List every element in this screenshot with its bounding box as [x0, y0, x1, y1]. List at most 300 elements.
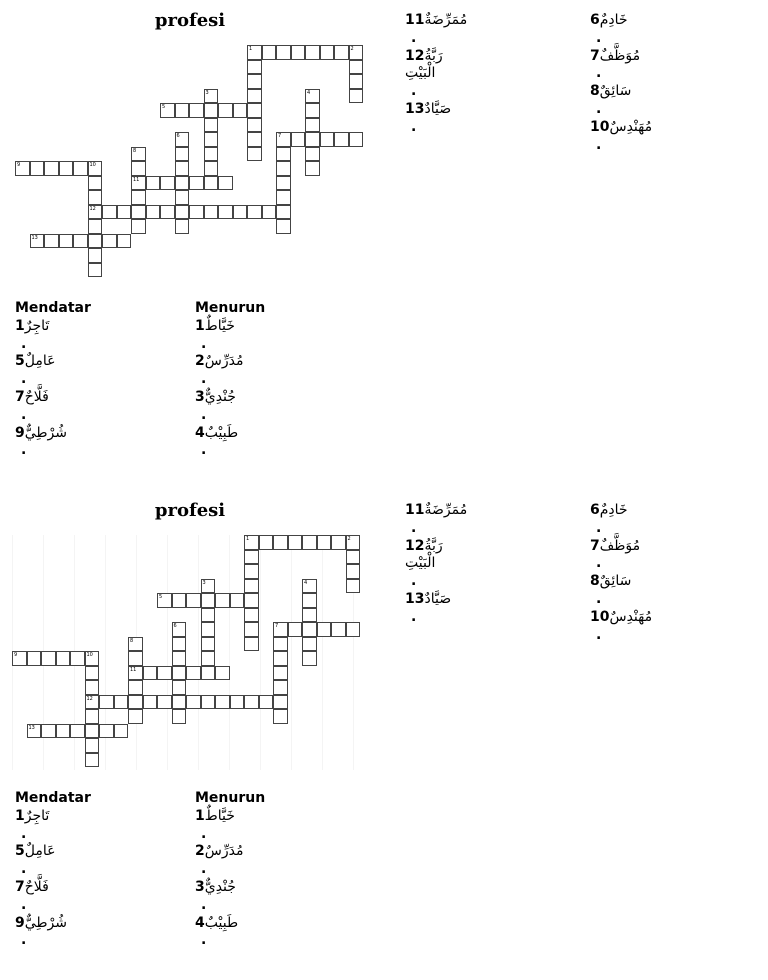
grid-cell[interactable] — [186, 666, 201, 681]
clue-item — [405, 101, 455, 137]
grid-cell[interactable] — [230, 593, 245, 608]
down-heading: Menurun — [195, 790, 266, 806]
grid-cell[interactable] — [175, 161, 190, 176]
grid-cell[interactable] — [88, 176, 103, 191]
grid-cell[interactable] — [88, 234, 103, 249]
grid-cell[interactable] — [160, 176, 175, 191]
grid-cell[interactable] — [331, 535, 346, 550]
across-clues — [15, 300, 91, 460]
cell-number: 6 — [176, 133, 180, 139]
clue-dot: . — [596, 626, 602, 643]
grid-cell[interactable] — [114, 724, 129, 739]
grid-cell[interactable] — [201, 593, 216, 608]
clue-item — [195, 318, 245, 354]
clue-dot: . — [411, 29, 417, 46]
grid-cell[interactable] — [99, 695, 114, 710]
crossword-grid — [12, 535, 367, 770]
grid-cell[interactable] — [146, 176, 161, 191]
grid-cell[interactable] — [305, 147, 320, 162]
grid-cell[interactable] — [218, 103, 233, 118]
clue-number: 7 — [590, 47, 600, 64]
clue-number: 10 — [590, 118, 610, 135]
grid-cell[interactable] — [160, 205, 175, 220]
clue-word: تَاجِرٌ — [24, 317, 50, 334]
grid-cell[interactable] — [247, 132, 262, 147]
grid-cell[interactable] — [143, 666, 158, 681]
cell-number: 9 — [14, 652, 18, 658]
clue-word: سَائِقٌ — [599, 573, 632, 590]
grid-cell[interactable] — [273, 666, 288, 681]
grid-cell[interactable] — [30, 161, 45, 176]
clue-column-b — [590, 502, 653, 644]
grid-cell[interactable] — [131, 219, 146, 234]
grid-cell[interactable] — [143, 695, 158, 710]
clue-item — [15, 353, 65, 389]
grid-cell[interactable] — [305, 161, 320, 176]
clue-item — [15, 318, 65, 354]
clue-dot: . — [596, 65, 602, 82]
clue-item — [15, 424, 68, 461]
grid-cell[interactable] — [56, 724, 71, 739]
clue-number: 6 — [590, 12, 600, 28]
grid-cell[interactable] — [218, 176, 233, 191]
grid-cell[interactable] — [273, 535, 288, 550]
grid-cell[interactable] — [41, 724, 56, 739]
grid-cell[interactable] — [157, 695, 172, 710]
clue-word: سَائِقٌ — [599, 83, 632, 100]
grid-cell[interactable] — [302, 622, 317, 637]
grid-cell[interactable] — [175, 103, 190, 118]
clue-word: مُمَرِّضَةٌ — [424, 502, 468, 518]
grid-cell[interactable] — [317, 535, 332, 550]
clue-item — [15, 843, 65, 879]
grid-cell[interactable] — [291, 132, 306, 147]
grid-cell[interactable] — [128, 666, 143, 681]
grid-cell[interactable] — [244, 564, 259, 579]
cell-number: 5 — [159, 594, 163, 600]
clue-number: 9 — [15, 424, 25, 441]
grid-cell[interactable] — [85, 738, 100, 753]
grid-cell[interactable] — [247, 147, 262, 162]
grid-cell[interactable] — [204, 161, 219, 176]
grid-cell[interactable] — [117, 205, 132, 220]
clue-item — [590, 608, 653, 645]
grid-cell[interactable] — [131, 205, 146, 220]
grid-cell[interactable] — [172, 680, 187, 695]
grid-cell[interactable] — [186, 695, 201, 710]
grid-cell[interactable] — [204, 132, 219, 147]
grid-cell[interactable] — [247, 60, 262, 75]
grid-cell[interactable] — [102, 234, 117, 249]
grid-cell[interactable] — [204, 147, 219, 162]
grid-cell[interactable] — [201, 695, 216, 710]
clue-number: 11 — [405, 12, 425, 28]
grid-cell[interactable] — [172, 695, 187, 710]
grid-cell[interactable] — [172, 637, 187, 652]
clue-column-a — [405, 502, 468, 627]
grid-cell[interactable] — [85, 666, 100, 681]
grid-cell[interactable] — [334, 45, 349, 60]
clue-dot: . — [411, 83, 417, 100]
grid-cell[interactable] — [131, 147, 146, 162]
clue-item — [405, 591, 455, 627]
grid-cell[interactable] — [172, 622, 187, 637]
clue-word: مُهَنْدِسٌ — [609, 608, 653, 625]
clue-word: شُرْطِيٌّ — [24, 424, 68, 441]
clue-number: 13 — [405, 590, 425, 607]
grid-cell[interactable] — [189, 103, 204, 118]
clue-word: رَبَّةُ الْبَيْتِ — [405, 47, 443, 82]
grid-cell[interactable] — [244, 637, 259, 652]
clue-dot: . — [411, 573, 417, 590]
clue-item — [195, 425, 245, 461]
grid-cell[interactable] — [273, 680, 288, 695]
clue-number: 11 — [405, 502, 425, 518]
clue-item — [590, 573, 640, 609]
grid-cell[interactable] — [146, 205, 161, 220]
clue-word: خَيَّاطٌ — [204, 317, 235, 334]
grid-cell[interactable] — [172, 651, 187, 666]
grid-cell[interactable] — [201, 666, 216, 681]
grid-cell[interactable] — [88, 205, 103, 220]
grid-cell[interactable] — [175, 176, 190, 191]
clue-dot: . — [201, 932, 207, 949]
grid-cell[interactable] — [291, 45, 306, 60]
grid-cell[interactable] — [128, 651, 143, 666]
grid-cell[interactable] — [273, 709, 288, 724]
grid-cell[interactable] — [85, 651, 100, 666]
grid-cell[interactable] — [349, 45, 364, 60]
grid-cell[interactable] — [334, 132, 349, 147]
clue-item — [590, 48, 640, 84]
grid-cell[interactable] — [302, 608, 317, 623]
grid-cell[interactable] — [131, 190, 146, 205]
clue-word: مُهَنْدِسٌ — [609, 118, 653, 135]
clue-word: خَادِمٌ — [599, 12, 628, 28]
grid-cell[interactable] — [230, 695, 245, 710]
across-heading: Mendatar — [15, 790, 91, 806]
grid-cell[interactable] — [201, 622, 216, 637]
grid-cell[interactable] — [201, 608, 216, 623]
grid-cell[interactable] — [88, 161, 103, 176]
grid-cell[interactable] — [247, 118, 262, 133]
grid-cell[interactable] — [15, 161, 30, 176]
grid-cell[interactable] — [27, 651, 42, 666]
clue-item — [195, 879, 245, 915]
clue-dot: . — [21, 406, 27, 423]
grid-cell[interactable] — [259, 695, 274, 710]
clue-word: رَبَّةُ الْبَيْتِ — [405, 537, 443, 572]
grid-cell[interactable] — [172, 593, 187, 608]
grid-cell[interactable] — [204, 89, 219, 104]
grid-cell[interactable] — [85, 680, 100, 695]
clue-word: فَلَّاحٌ — [24, 388, 49, 405]
grid-cell[interactable] — [244, 579, 259, 594]
clue-item — [590, 538, 640, 574]
grid-cell[interactable] — [99, 724, 114, 739]
grid-cell[interactable] — [317, 622, 332, 637]
grid-cell[interactable] — [302, 579, 317, 594]
cell-number: 5 — [162, 104, 166, 110]
clue-word: عَامِلٌ — [24, 843, 56, 860]
grid-cell[interactable] — [102, 205, 117, 220]
clue-number: 12 — [405, 47, 425, 64]
clue-item — [590, 502, 640, 538]
grid-cell[interactable] — [12, 651, 27, 666]
cell-number: 3 — [205, 89, 209, 96]
grid-cell[interactable] — [204, 118, 219, 133]
down-clues — [195, 300, 266, 460]
crossword-grid — [15, 45, 370, 280]
clue-number: 2 — [195, 843, 205, 860]
cell-number: 2 — [350, 46, 354, 52]
clue-item — [15, 879, 65, 915]
grid-cell[interactable] — [233, 103, 248, 118]
clue-word: مُدَرِّسٌ — [204, 353, 244, 370]
grid-cell[interactable] — [88, 248, 103, 263]
grid-cell[interactable] — [331, 622, 346, 637]
grid-cell[interactable] — [346, 550, 361, 565]
grid-cell[interactable] — [215, 593, 230, 608]
grid-cell[interactable] — [201, 579, 216, 594]
clue-dot: . — [21, 861, 27, 878]
grid-cell[interactable] — [218, 205, 233, 220]
clue-dot: . — [21, 896, 27, 913]
grid-cell[interactable] — [73, 161, 88, 176]
grid-cell[interactable] — [276, 205, 291, 220]
grid-cell[interactable] — [273, 695, 288, 710]
clue-number: 2 — [195, 353, 205, 370]
grid-cell[interactable] — [215, 695, 230, 710]
clue-word: مُوَظَّفٌ — [599, 537, 641, 554]
grid-cell[interactable] — [128, 680, 143, 695]
clue-item — [15, 808, 65, 844]
grid-cell[interactable] — [349, 60, 364, 75]
grid-cell[interactable] — [172, 666, 187, 681]
grid-cell[interactable] — [276, 147, 291, 162]
clue-item — [195, 915, 245, 951]
grid-cell[interactable] — [172, 709, 187, 724]
grid-cell[interactable] — [302, 535, 317, 550]
grid-cell[interactable] — [346, 622, 361, 637]
grid-cell[interactable] — [85, 709, 100, 724]
clue-word: جُنْدِيٌّ — [204, 878, 236, 895]
clue-column-b — [590, 12, 653, 154]
clue-column-a — [405, 12, 468, 137]
clue-dot: . — [21, 825, 27, 842]
grid-cell[interactable] — [302, 637, 317, 652]
clue-word: مُمَرِّضَةٌ — [424, 12, 468, 28]
grid-cell[interactable] — [41, 651, 56, 666]
grid-cell[interactable] — [88, 219, 103, 234]
cell-number: 12 — [86, 695, 93, 702]
grid-cell[interactable] — [320, 132, 335, 147]
grid-cell[interactable] — [30, 234, 45, 249]
clue-dot: . — [201, 442, 207, 459]
clue-number: 10 — [590, 608, 610, 625]
puzzle-title: profesi — [154, 10, 226, 31]
clue-dot: . — [201, 406, 207, 423]
grid-cell[interactable] — [273, 622, 288, 637]
clue-word: طَبِيْبٌ — [204, 914, 239, 931]
grid-cell[interactable] — [70, 724, 85, 739]
grid-cell[interactable] — [288, 535, 303, 550]
grid-cell[interactable] — [27, 724, 42, 739]
grid-cell[interactable] — [85, 695, 100, 710]
clue-dot: . — [596, 29, 602, 46]
grid-cell[interactable] — [320, 45, 335, 60]
grid-cell[interactable] — [247, 89, 262, 104]
grid-cell[interactable] — [157, 593, 172, 608]
grid-cell[interactable] — [175, 205, 190, 220]
cell-number: 1 — [249, 46, 253, 52]
grid-cell[interactable] — [128, 695, 143, 710]
grid-cell[interactable] — [233, 205, 248, 220]
clue-number: 1 — [15, 317, 25, 334]
cell-number: 11 — [130, 666, 137, 673]
grid-cell[interactable] — [117, 234, 132, 249]
clue-number: 6 — [590, 502, 600, 518]
clue-dot: . — [201, 371, 207, 388]
grid-cell[interactable] — [175, 147, 190, 162]
grid-cell[interactable] — [273, 637, 288, 652]
grid-cell[interactable] — [276, 219, 291, 234]
cell-number: 9 — [17, 162, 21, 168]
grid-cell[interactable] — [276, 45, 291, 60]
grid-cell[interactable] — [244, 622, 259, 637]
cell-number: 7 — [275, 623, 279, 629]
clue-number: 4 — [195, 424, 205, 441]
grid-cell[interactable] — [189, 205, 204, 220]
grid-cell[interactable] — [244, 695, 259, 710]
clue-number: 1 — [195, 807, 205, 824]
grid-cell[interactable] — [276, 176, 291, 191]
clue-number: 4 — [195, 914, 205, 931]
grid-cell[interactable] — [175, 132, 190, 147]
grid-cell[interactable] — [59, 161, 74, 176]
grid-cell[interactable] — [44, 234, 59, 249]
grid-cell[interactable] — [349, 132, 364, 147]
grid-cell[interactable] — [160, 103, 175, 118]
grid-cell[interactable] — [305, 103, 320, 118]
grid-cell[interactable] — [204, 103, 219, 118]
clue-dot: . — [411, 118, 417, 135]
grid-cell[interactable] — [56, 651, 71, 666]
grid-cell[interactable] — [204, 205, 219, 220]
clue-word: طَبِيْبٌ — [204, 424, 239, 441]
grid-cell[interactable] — [244, 593, 259, 608]
grid-cell[interactable] — [189, 176, 204, 191]
grid-cell[interactable] — [186, 593, 201, 608]
grid-cell[interactable] — [201, 651, 216, 666]
grid-cell[interactable] — [131, 176, 146, 191]
cell-number: 13 — [31, 234, 38, 241]
grid-cell[interactable] — [88, 190, 103, 205]
grid-cell[interactable] — [73, 234, 88, 249]
clue-item — [405, 48, 455, 101]
across-clues — [15, 790, 91, 950]
clue-dot: . — [596, 100, 602, 117]
clue-word: خَيَّاطٌ — [204, 807, 235, 824]
grid-cell[interactable] — [305, 132, 320, 147]
grid-cell[interactable] — [85, 724, 100, 739]
clue-dot: . — [411, 608, 417, 625]
cell-number: 10 — [86, 652, 93, 658]
clue-dot: . — [21, 932, 27, 949]
grid-cell[interactable] — [302, 651, 317, 666]
grid-cell[interactable] — [175, 219, 190, 234]
grid-cell[interactable] — [305, 45, 320, 60]
grid-cell[interactable] — [305, 118, 320, 133]
clue-number: 13 — [405, 100, 425, 117]
grid-cell[interactable] — [201, 637, 216, 652]
grid-cell[interactable] — [244, 535, 259, 550]
grid-cell[interactable] — [288, 622, 303, 637]
clue-word: فَلَّاحٌ — [24, 878, 49, 895]
grid-cell[interactable] — [244, 608, 259, 623]
grid-cell[interactable] — [247, 45, 262, 60]
grid-cell[interactable] — [276, 132, 291, 147]
grid-cell[interactable] — [128, 637, 143, 652]
grid-cell[interactable] — [262, 45, 277, 60]
grid-cell[interactable] — [302, 593, 317, 608]
grid-cell[interactable] — [349, 74, 364, 89]
clue-number: 12 — [405, 537, 425, 554]
grid-cell[interactable] — [44, 161, 59, 176]
grid-cell[interactable] — [259, 535, 274, 550]
grid-cell[interactable] — [88, 263, 103, 278]
cell-number: 6 — [173, 623, 177, 629]
grid-cell[interactable] — [346, 535, 361, 550]
grid-cell[interactable] — [305, 89, 320, 104]
across-heading: Mendatar — [15, 300, 91, 316]
grid-cell[interactable] — [131, 161, 146, 176]
grid-cell[interactable] — [114, 695, 129, 710]
clue-word: تَاجِرٌ — [24, 807, 50, 824]
grid-cell[interactable] — [215, 666, 230, 681]
cell-number: 13 — [28, 724, 35, 731]
grid-cell[interactable] — [204, 176, 219, 191]
grid-cell[interactable] — [70, 651, 85, 666]
down-heading: Menurun — [195, 300, 266, 316]
grid-cell[interactable] — [247, 74, 262, 89]
grid-cell[interactable] — [346, 579, 361, 594]
clue-dot: . — [411, 519, 417, 536]
clue-number: 5 — [15, 353, 25, 370]
grid-cell[interactable] — [244, 550, 259, 565]
cell-number: 12 — [89, 205, 96, 212]
clue-item — [405, 12, 468, 48]
clue-dot: . — [596, 590, 602, 607]
grid-cell[interactable] — [276, 161, 291, 176]
grid-cell[interactable] — [349, 89, 364, 104]
grid-cell[interactable] — [175, 190, 190, 205]
grid-cell[interactable] — [128, 709, 143, 724]
grid-cell[interactable] — [157, 666, 172, 681]
grid-cell[interactable] — [247, 205, 262, 220]
grid-cell[interactable] — [276, 190, 291, 205]
grid-cell[interactable] — [262, 205, 277, 220]
worksheet-copy-2 — [0, 490, 768, 980]
grid-cell[interactable] — [346, 564, 361, 579]
clue-dot: . — [596, 519, 602, 536]
grid-cell[interactable] — [59, 234, 74, 249]
grid-cell[interactable] — [85, 753, 100, 768]
grid-cell[interactable] — [247, 103, 262, 118]
clue-number: 8 — [590, 83, 600, 100]
grid-cell[interactable] — [273, 651, 288, 666]
cell-number: 1 — [246, 536, 250, 542]
